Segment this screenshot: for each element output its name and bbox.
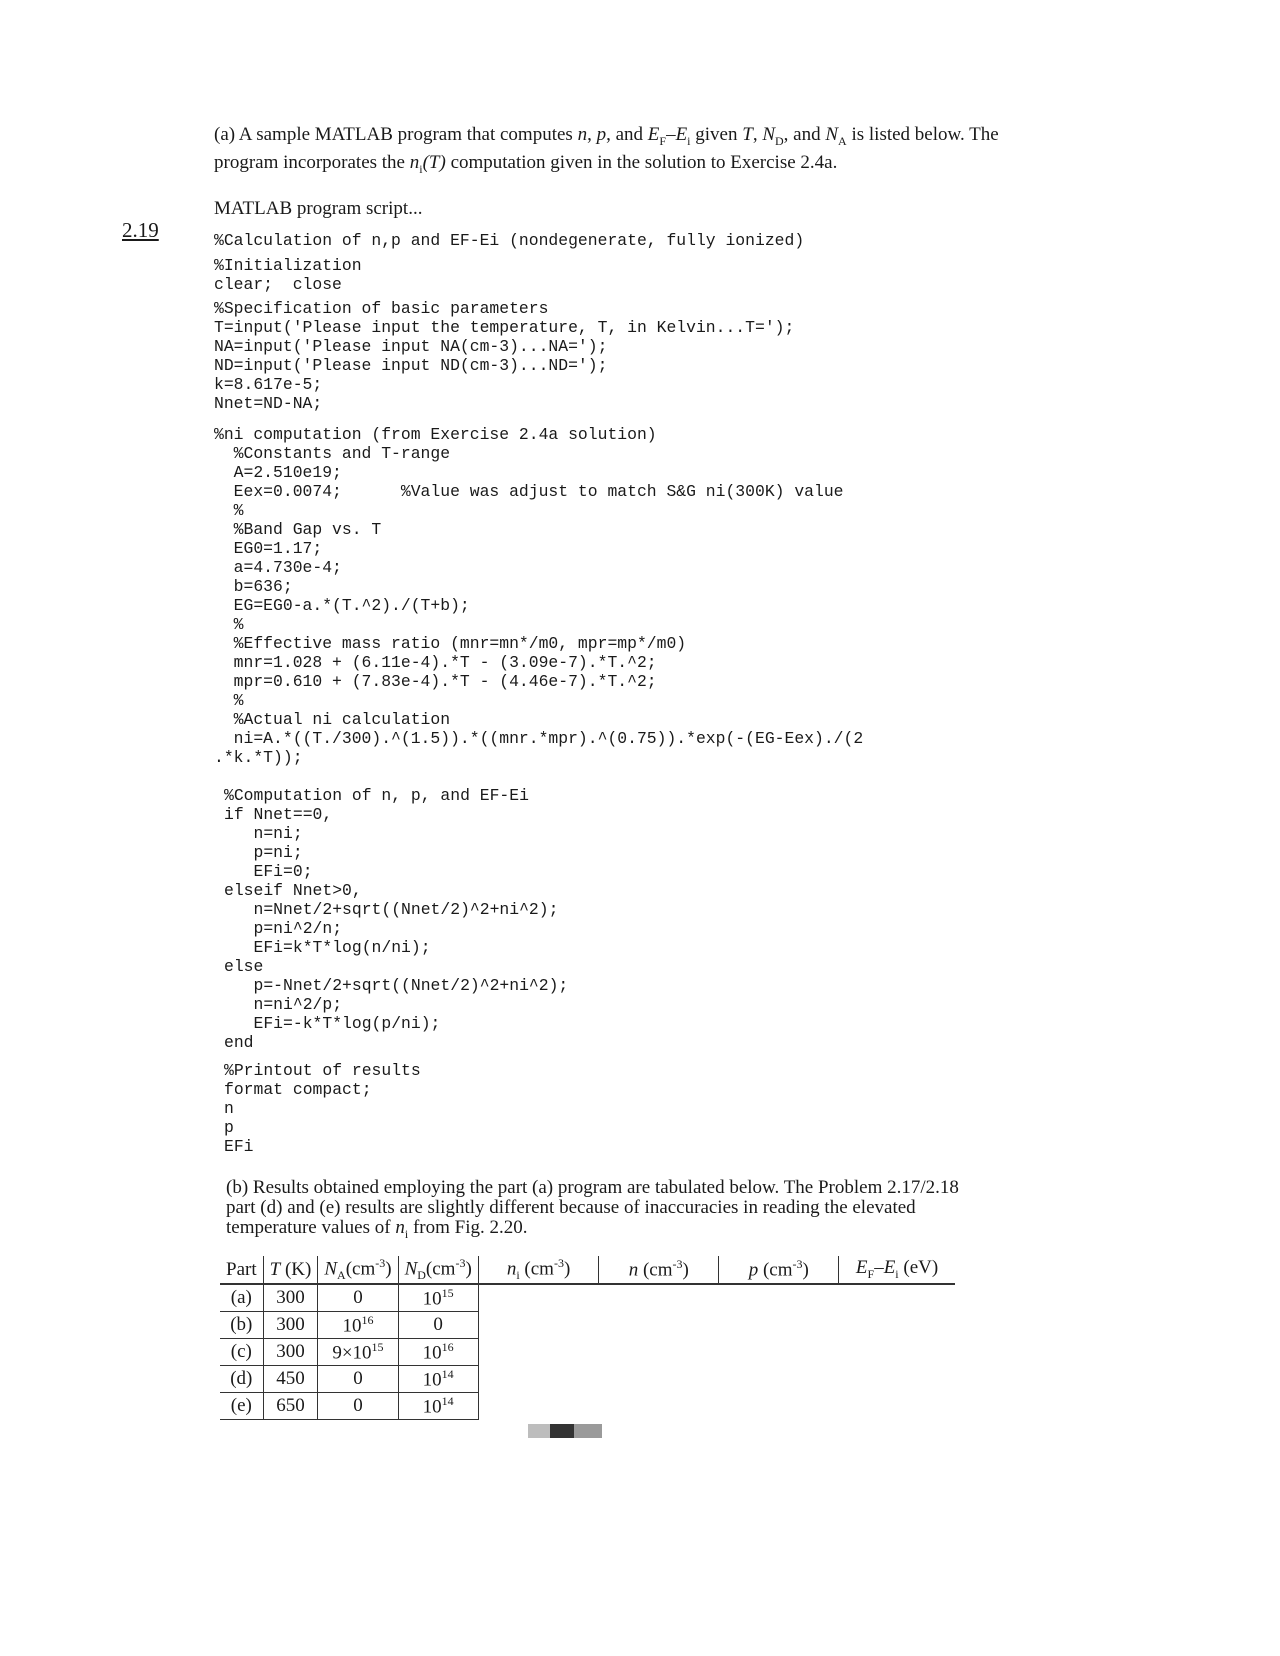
code-line: %Printout of results (224, 1061, 421, 1080)
code-line: %Constants and T-range (214, 444, 451, 463)
code-block (214, 425, 863, 767)
code-line: end (224, 1033, 254, 1052)
table-row (220, 1312, 955, 1339)
column-header: Part (220, 1256, 263, 1284)
code-line: %Specification of basic parameters (214, 299, 549, 318)
empty-cell (599, 1366, 719, 1393)
table-row (220, 1339, 955, 1366)
code-line: %Initialization (214, 256, 362, 275)
code-line: .*k.*T)); (214, 748, 303, 767)
empty-cell (839, 1393, 955, 1420)
code-line: Nnet=ND-NA; (214, 394, 323, 413)
code-line: % (214, 691, 244, 710)
code-line: k=8.617e-5; (214, 375, 323, 394)
empty-cell (839, 1312, 955, 1339)
code-line: n=ni^2/p; (224, 995, 343, 1014)
cell-nd: $10^{16}$ (398, 1339, 478, 1366)
empty-cell (839, 1284, 955, 1312)
code-line: if Nnet==0, (224, 805, 333, 824)
cell-part: (b) (220, 1312, 263, 1339)
code-line: NA=input('Please input NA(cm-3)...NA='); (214, 337, 608, 356)
table-row (220, 1393, 955, 1420)
column-header: $N_A(cm^{-3})$ (318, 1256, 398, 1284)
code-block (224, 1061, 421, 1156)
code-line: else (224, 957, 264, 976)
code-block (224, 786, 568, 1052)
cell-part: (a) (220, 1284, 263, 1312)
empty-cell (478, 1366, 599, 1393)
code-line: ni=A.*((T./300).^(1.5)).*((mnr.*mpr).^(0.75)).*exp(-(EG-Eex)./(2 (214, 729, 864, 748)
cell-temperature: 300 (263, 1312, 318, 1339)
code-line: mnr=1.028 + (6.11e-4).*T - (3.09e-7).*T.^2; (214, 653, 657, 672)
code-line: %Calculation of n,p and EF-Ei (nondegenerate, fully ionized) (214, 231, 805, 250)
code-line: EG=EG0-a.*(T.^2)./(T+b); (214, 596, 470, 615)
empty-cell (719, 1284, 839, 1312)
code-line: ND=input('Please input ND(cm-3)...ND='); (214, 356, 608, 375)
empty-cell (599, 1393, 719, 1420)
results-table (220, 1256, 955, 1420)
cell-na: 0 (318, 1366, 398, 1393)
code-line: EG0=1.17; (214, 539, 323, 558)
code-line: n=ni; (224, 824, 303, 843)
cell-part: (c) (220, 1339, 263, 1366)
code-line: p (224, 1118, 234, 1137)
code-line: %Band Gap vs. T (214, 520, 382, 539)
empty-cell (719, 1339, 839, 1366)
code-line: T=input('Please input the temperature, T, in Kelvin...T='); (214, 318, 795, 337)
column-header: T (K) (263, 1256, 318, 1284)
empty-cell (478, 1393, 599, 1420)
empty-cell (599, 1284, 719, 1312)
code-line: %Computation of n, p, and EF-Ei (224, 786, 529, 805)
empty-cell (719, 1312, 839, 1339)
empty-cell (599, 1312, 719, 1339)
table-row (220, 1366, 955, 1393)
code-line: n (224, 1099, 234, 1118)
cell-temperature: 300 (263, 1284, 318, 1312)
cell-na: 0 (318, 1284, 398, 1312)
empty-cell (719, 1393, 839, 1420)
empty-cell (599, 1339, 719, 1366)
problem-number: 2.19 (122, 218, 159, 242)
column-header: p $(cm^{-3})$ (719, 1256, 839, 1284)
column-header: $E_F-E_i$ (eV) (839, 1256, 955, 1284)
cell-temperature: 450 (263, 1366, 318, 1393)
code-line: %Actual ni calculation (214, 710, 451, 729)
empty-cell (839, 1339, 955, 1366)
code-block (214, 231, 804, 250)
code-line: EFi=-k*T*log(p/ni); (224, 1014, 441, 1033)
code-line: n=Nnet/2+sqrt((Nnet/2)^2+ni^2); (224, 900, 559, 919)
cell-temperature: 300 (263, 1339, 318, 1366)
code-line: EFi (224, 1137, 254, 1156)
cell-na: $9\times 10^{15}$ (318, 1339, 398, 1366)
code-line: a=4.730e-4; (214, 558, 342, 577)
code-line: A=2.510e19; (214, 463, 342, 482)
code-line: % (214, 501, 244, 520)
empty-cell (839, 1366, 955, 1393)
scan-artifact (528, 1424, 602, 1438)
cell-nd: $10^{15}$ (398, 1284, 478, 1312)
code-block (214, 299, 794, 413)
script-heading: MATLAB program script... (214, 198, 423, 219)
intro-paragraph: (a) A sample MATLAB program that computes n, p, and $E_F-E_i$ given T, $N_D$, and $N_A$ is listed below. The program incorporates the $n_i(T)$ computation given in the solution to Exercise 2.4a. (214, 124, 999, 176)
cell-part: (d) (220, 1366, 263, 1393)
empty-cell (719, 1366, 839, 1393)
cell-temperature: 650 (263, 1393, 318, 1420)
code-line: clear; close (214, 275, 342, 294)
code-line: p=-Nnet/2+sqrt((Nnet/2)^2+ni^2); (224, 976, 569, 995)
table-row (220, 1284, 955, 1312)
code-block (214, 256, 362, 294)
cell-nd: $10^{14}$ (398, 1393, 478, 1420)
part-b-paragraph: (b) Results obtained employing the part (a) program are tabulated below. The Problem 2.17/2.18 part (d) and (e) results are slightly different because of inaccuracies in reading the elevated temperature values of $n_i$ from Fig. 2.20. (226, 1177, 959, 1241)
code-line: Eex=0.0074; %Value was adjust to match S&G ni(300K) value (214, 482, 844, 501)
column-header: $N_D(cm^{-3})$ (398, 1256, 478, 1284)
column-header: n $(cm^{-3})$ (599, 1256, 719, 1284)
code-line: mpr=0.610 + (7.83e-4).*T - (4.46e-7).*T.^2; (214, 672, 657, 691)
cell-nd: $10^{14}$ (398, 1366, 478, 1393)
empty-cell (478, 1339, 599, 1366)
empty-cell (478, 1284, 599, 1312)
code-line: %Effective mass ratio (mnr=mn*/m0, mpr=mp*/m0) (214, 634, 687, 653)
code-line: p=ni^2/n; (224, 919, 343, 938)
code-line: % (214, 615, 244, 634)
cell-na: 0 (318, 1393, 398, 1420)
code-line: format compact; (224, 1080, 372, 1099)
code-line: EFi=k*T*log(n/ni); (224, 938, 431, 957)
cell-na: $10^{16}$ (318, 1312, 398, 1339)
column-header: $n_i$ $(cm^{-3})$ (478, 1256, 599, 1284)
cell-part: (e) (220, 1393, 263, 1420)
code-line: %ni computation (from Exercise 2.4a solution) (214, 425, 657, 444)
code-line: p=ni; (224, 843, 303, 862)
table-header-row (220, 1256, 955, 1284)
empty-cell (478, 1312, 599, 1339)
code-line: EFi=0; (224, 862, 313, 881)
cell-nd: 0 (398, 1312, 478, 1339)
code-line: b=636; (214, 577, 293, 596)
code-line: elseif Nnet>0, (224, 881, 362, 900)
